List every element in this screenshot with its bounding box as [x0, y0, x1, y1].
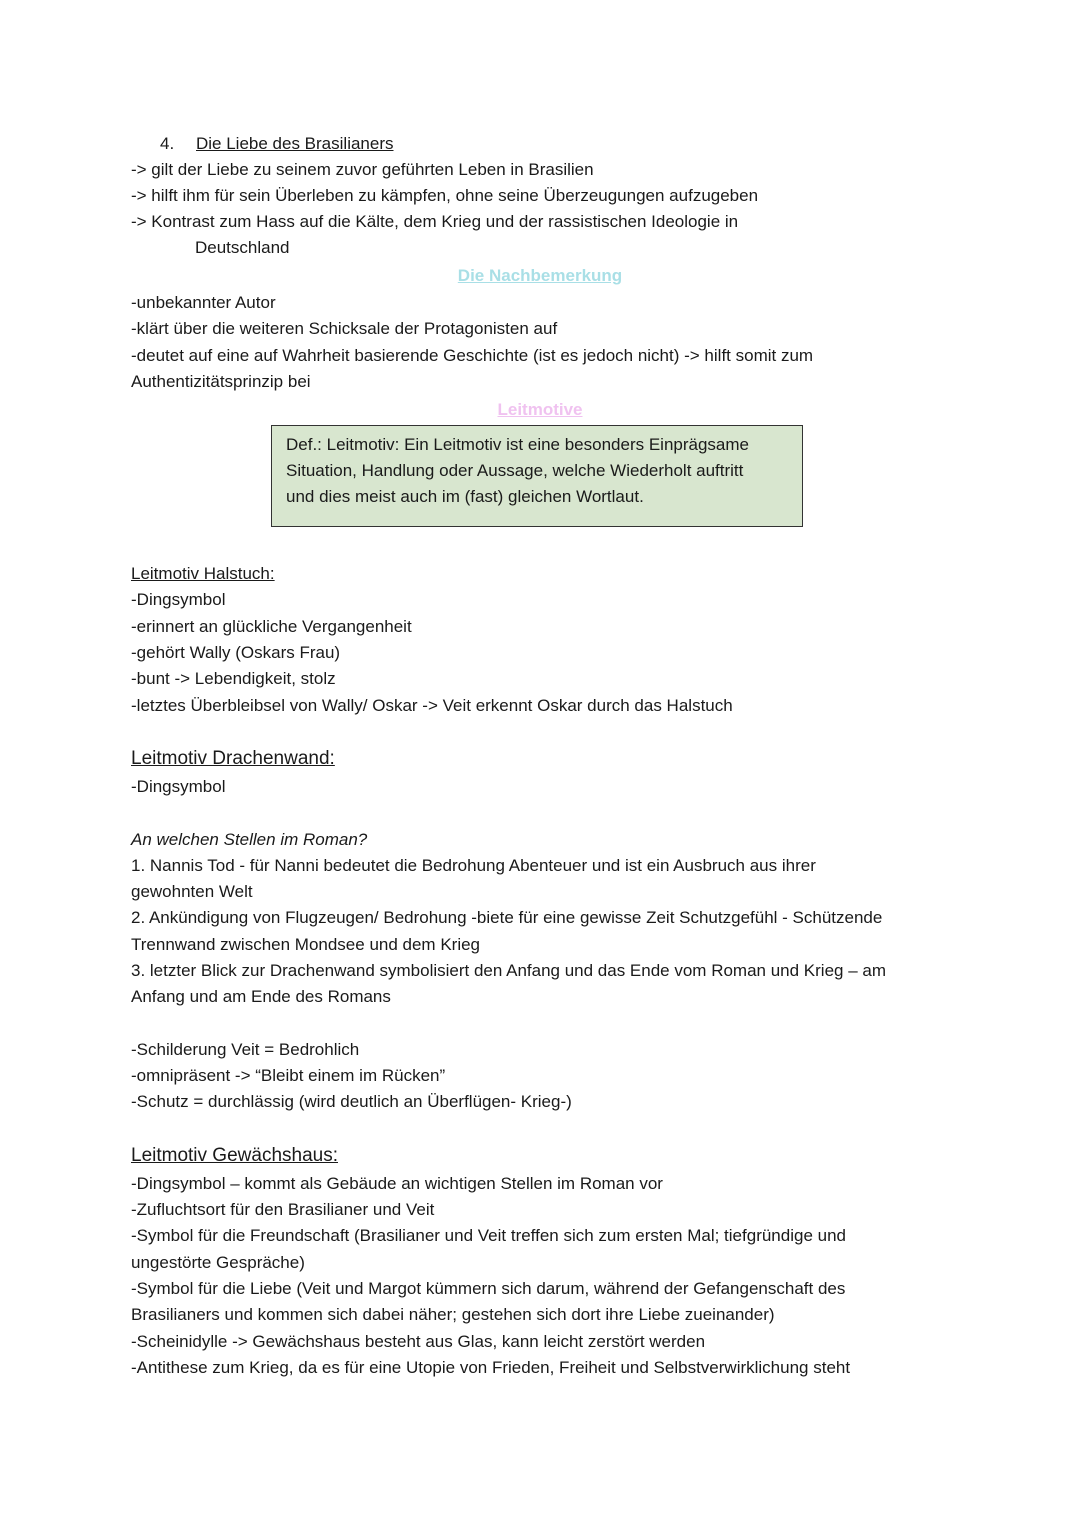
text-line: -bunt -> Lebendigkeit, stolz	[131, 669, 336, 688]
subheading-gewaechshaus: Leitmotiv Gewächshaus:	[131, 1145, 338, 1166]
definition-box	[271, 425, 803, 527]
text-line: -> Kontrast zum Hass auf die Kälte, dem Krieg und der rassistischen Ideologie in	[131, 212, 739, 231]
text-line: -> gilt der Liebe zu seinem zuvor geführten Leben in Brasilien	[131, 160, 594, 179]
text-line: -Antithese zum Krieg, da es für eine Utopie von Frieden, Freiheit und Selbstverwirklichung steht	[131, 1358, 851, 1377]
text-line: -Schutz = durchlässig (wird deutlich an Überflügen- Krieg-)	[131, 1092, 572, 1111]
text-line: -Scheinidylle -> Gewächshaus besteht aus Glas, kann leicht zerstört werden	[131, 1332, 706, 1351]
heading-leitmotive: Leitmotive	[497, 400, 583, 419]
text-line: 3. letzter Blick zur Drachenwand symbolisiert den Anfang und das Ende vom Roman und Krieg – am	[131, 961, 887, 980]
text-line: -klärt über die weiteren Schicksale der Protagonisten auf	[131, 319, 558, 338]
text-line: -unbekannter Autor	[131, 293, 276, 312]
section-title: Die Liebe des Brasilianers	[196, 134, 394, 153]
text-line: -erinnert an glückliche Vergangenheit	[131, 617, 412, 636]
text-line: -Symbol für die Freundschaft (Brasilianer und Veit treffen sich zum ersten Mal; tiefgründige und	[131, 1226, 846, 1245]
text-line: Anfang und am Ende des Romans	[131, 987, 391, 1006]
text-line: -letztes Überbleibsel von Wally/ Oskar -> Veit erkennt Oskar durch das Halstuch	[131, 696, 733, 715]
text-line: Deutschland	[195, 238, 290, 257]
heading-nachbemerkung: Die Nachbemerkung	[457, 266, 623, 285]
text-line: -Dingsymbol	[131, 590, 226, 609]
text-line: -Dingsymbol	[131, 777, 226, 796]
text-line: -Zufluchtsort für den Brasilianer und Veit	[131, 1200, 435, 1219]
text-line: -deutet auf eine auf Wahrheit basierende Geschichte (ist es jedoch nicht) -> hilft somit zum	[131, 346, 814, 365]
text-line: Authentizitätsprinzip bei	[131, 372, 311, 391]
text-line: -Schilderung Veit = Bedrohlich	[131, 1040, 360, 1059]
definition-line: Situation, Handlung oder Aussage, welche Wiederholt auftritt	[286, 461, 744, 480]
text-line: 2. Ankündigung von Flugzeugen/ Bedrohung -biete für eine gewisse Zeit Schutzgefühl - Schützende	[131, 908, 883, 927]
subheading-drachenwand: Leitmotiv Drachenwand:	[131, 748, 335, 769]
definition-line: Def.: Leitmotiv: Ein Leitmotiv ist eine besonders Einprägsame	[286, 435, 750, 454]
definition-line: und dies meist auch im (fast) gleichen Wortlaut.	[286, 487, 644, 506]
text-line: -> hilft ihm für sein Überleben zu kämpfen, ohne seine Überzeugungen aufzugeben	[131, 186, 759, 205]
text-line: 1. Nannis Tod - für Nanni bedeutet die Bedrohung Abenteuer und ist ein Ausbruch aus ihrer	[131, 856, 816, 875]
text-line: -omnipräsent -> “Bleibt einem im Rücken”	[131, 1066, 446, 1085]
text-line: ungestörte Gespräche)	[131, 1253, 305, 1272]
text-line: -gehört Wally (Oskars Frau)	[131, 643, 341, 662]
subheading-halstuch: Leitmotiv Halstuch:	[131, 564, 275, 583]
question-line: An welchen Stellen im Roman?	[131, 830, 368, 849]
text-line: gewohnten Welt	[131, 882, 253, 901]
text-line: -Dingsymbol – kommt als Gebäude an wichtigen Stellen im Roman vor	[131, 1174, 663, 1193]
text-line: Brasilianers und kommen sich dabei näher; gestehen sich dort ihre Liebe zueinander)	[131, 1305, 775, 1324]
section-number: 4.	[160, 134, 175, 153]
text-line: -Symbol für die Liebe (Veit und Margot kümmern sich darum, während der Gefangenschaft des	[131, 1279, 846, 1298]
text-line: Trennwand zwischen Mondsee und dem Krieg	[131, 935, 481, 954]
